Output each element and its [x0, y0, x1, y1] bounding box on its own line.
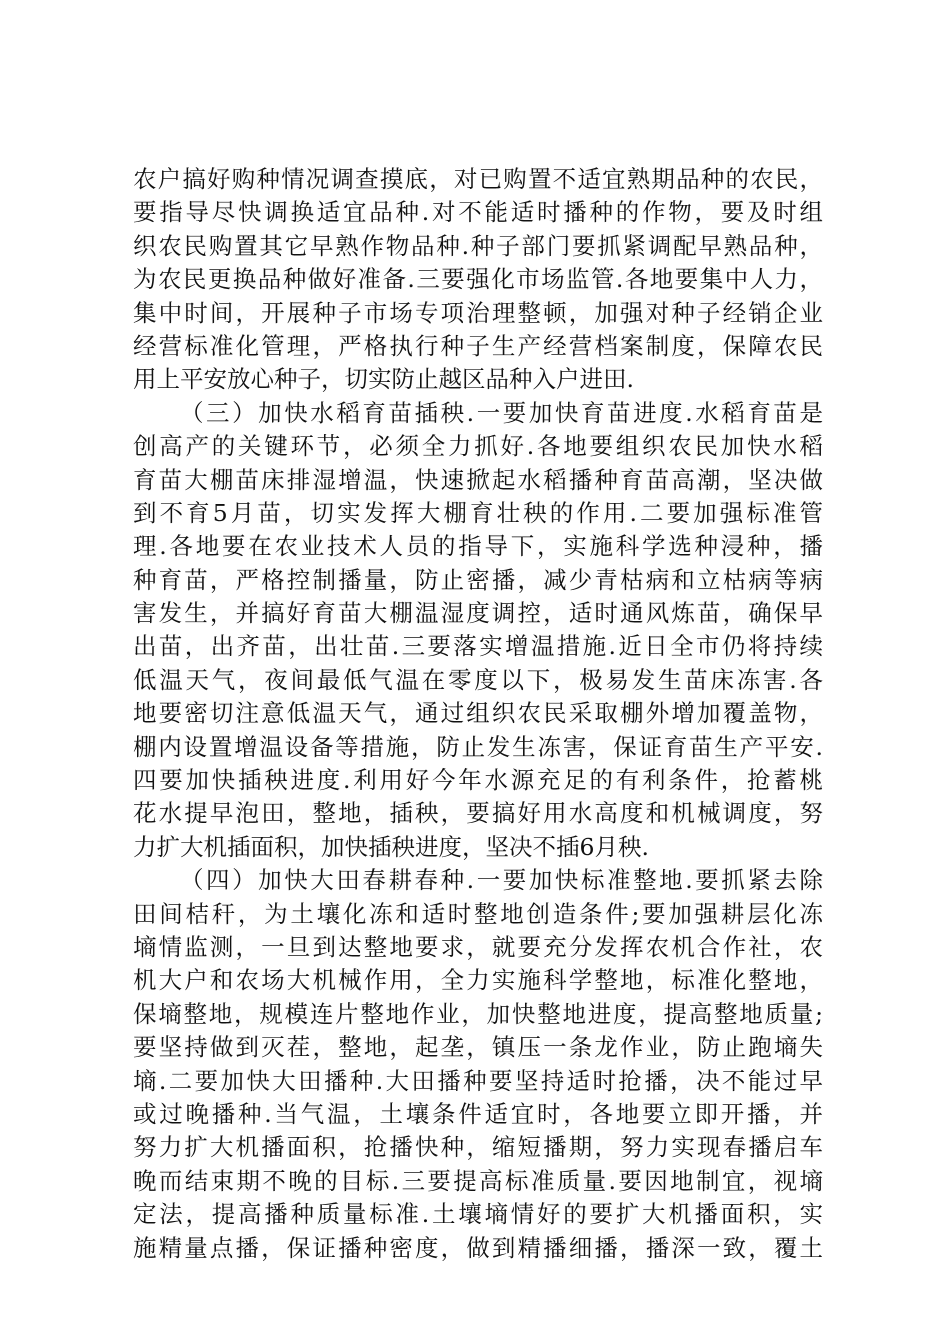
text-line: 墒.二要加快大田播种.大田播种要坚持适时抢播，决不能过早	[133, 1066, 823, 1095]
text-line: 织农民购置其它早熟作物品种.种子部门要抓紧调配早熟品种，	[133, 231, 823, 260]
text-line: 到不育5月苗，切实发挥大棚育壮秧的作用.二要加强标准管	[133, 498, 823, 527]
text-line: 种育苗，严格控制播量，防止密播，减少青枯病和立枯病等病	[133, 565, 823, 594]
text-line: 理.各地要在农业技术人员的指导下，实施科学选种浸种，播	[133, 532, 823, 561]
text-line: 施精量点播，保证播种密度，做到精播细播，播深一致，覆土	[133, 1233, 823, 1262]
text-line: 力扩大机插面积，加快插秧进度，坚决不插6月秧.	[133, 832, 649, 861]
paragraph-heading-3: （三）加快水稻育苗插秧.一要加快育苗进度.水稻育苗是	[180, 398, 823, 427]
text-line: 四要加快插秧进度.利用好今年水源充足的有利条件，抢蓄桃	[133, 766, 823, 795]
text-line: 努力扩大机播面积，抢播快种，缩短播期，努力实现春播启车	[133, 1133, 823, 1162]
text-line: 要指导尽快调换适宜品种.对不能适时播种的作物，要及时组	[133, 198, 823, 227]
text-line: 农户搞好购种情况调查摸底，对已购置不适宜熟期品种的农民，	[133, 165, 823, 193]
text-line: 用上平安放心种子，切实防止越区品种入户进田.	[133, 365, 634, 394]
text-line: 经营标准化管理，严格执行种子生产经营档案制度，保障农民	[133, 331, 823, 360]
text-line: 棚内设置增温设备等措施，防止发生冻害，保证育苗生产平安.	[133, 732, 823, 761]
paragraph-heading-4: （四）加快大田春耕春种.一要加快标准整地.要抓紧去除	[180, 866, 823, 895]
text-line: 墒情监测，一旦到达整地要求，就要充分发挥农机合作社，农	[133, 932, 823, 961]
body-text	[133, 163, 823, 1265]
text-line: 地要密切注意低温天气，通过组织农民采取棚外增加覆盖物，	[133, 699, 823, 728]
text-line: 创高产的关键环节，必须全力抓好.各地要组织农民加快水稻	[133, 432, 823, 461]
text-line: 定法，提高播种质量标准.土壤墒情好的要扩大机播面积，实	[133, 1200, 823, 1229]
text-line: 田间桔秆，为土壤化冻和适时整地创造条件;要加强耕层化冻	[133, 899, 823, 928]
text-line: 保墒整地，规模连片整地作业，加快整地进度，提高整地质量;	[133, 999, 823, 1028]
text-line: 为农民更换品种做好准备.三要强化市场监管.各地要集中人力，	[133, 265, 823, 294]
text-line: 害发生，并搞好育苗大棚温湿度调控，适时通风炼苗，确保早	[133, 599, 823, 628]
text-line: 出苗，出齐苗，出壮苗.三要落实增温措施.近日全市仍将持续	[133, 632, 823, 661]
text-line: 花水提早泡田，整地，插秧，要搞好用水高度和机械调度，努	[133, 799, 823, 828]
text-line: 集中时间，开展种子市场专项治理整顿，加强对种子经销企业	[133, 298, 823, 327]
text-line: 晚而结束期不晚的目标.三要提高标准质量.要因地制宜，视墒	[133, 1166, 823, 1195]
text-line: 机大户和农场大机械作用，全力实施科学整地，标准化整地，	[133, 966, 823, 995]
text-line: 育苗大棚苗床排湿增温，快速掀起水稻播种育苗高潮，坚决做	[133, 465, 823, 494]
text-line: 或过晚播种.当气温，土壤条件适宜时，各地要立即开播，并	[133, 1099, 823, 1128]
text-line: 要坚持做到灭茬，整地，起垄，镇压一条龙作业，防止跑墒失	[133, 1033, 823, 1062]
text-line: 低温天气，夜间最低气温在零度以下，极易发生苗床冻害.各	[133, 665, 823, 694]
